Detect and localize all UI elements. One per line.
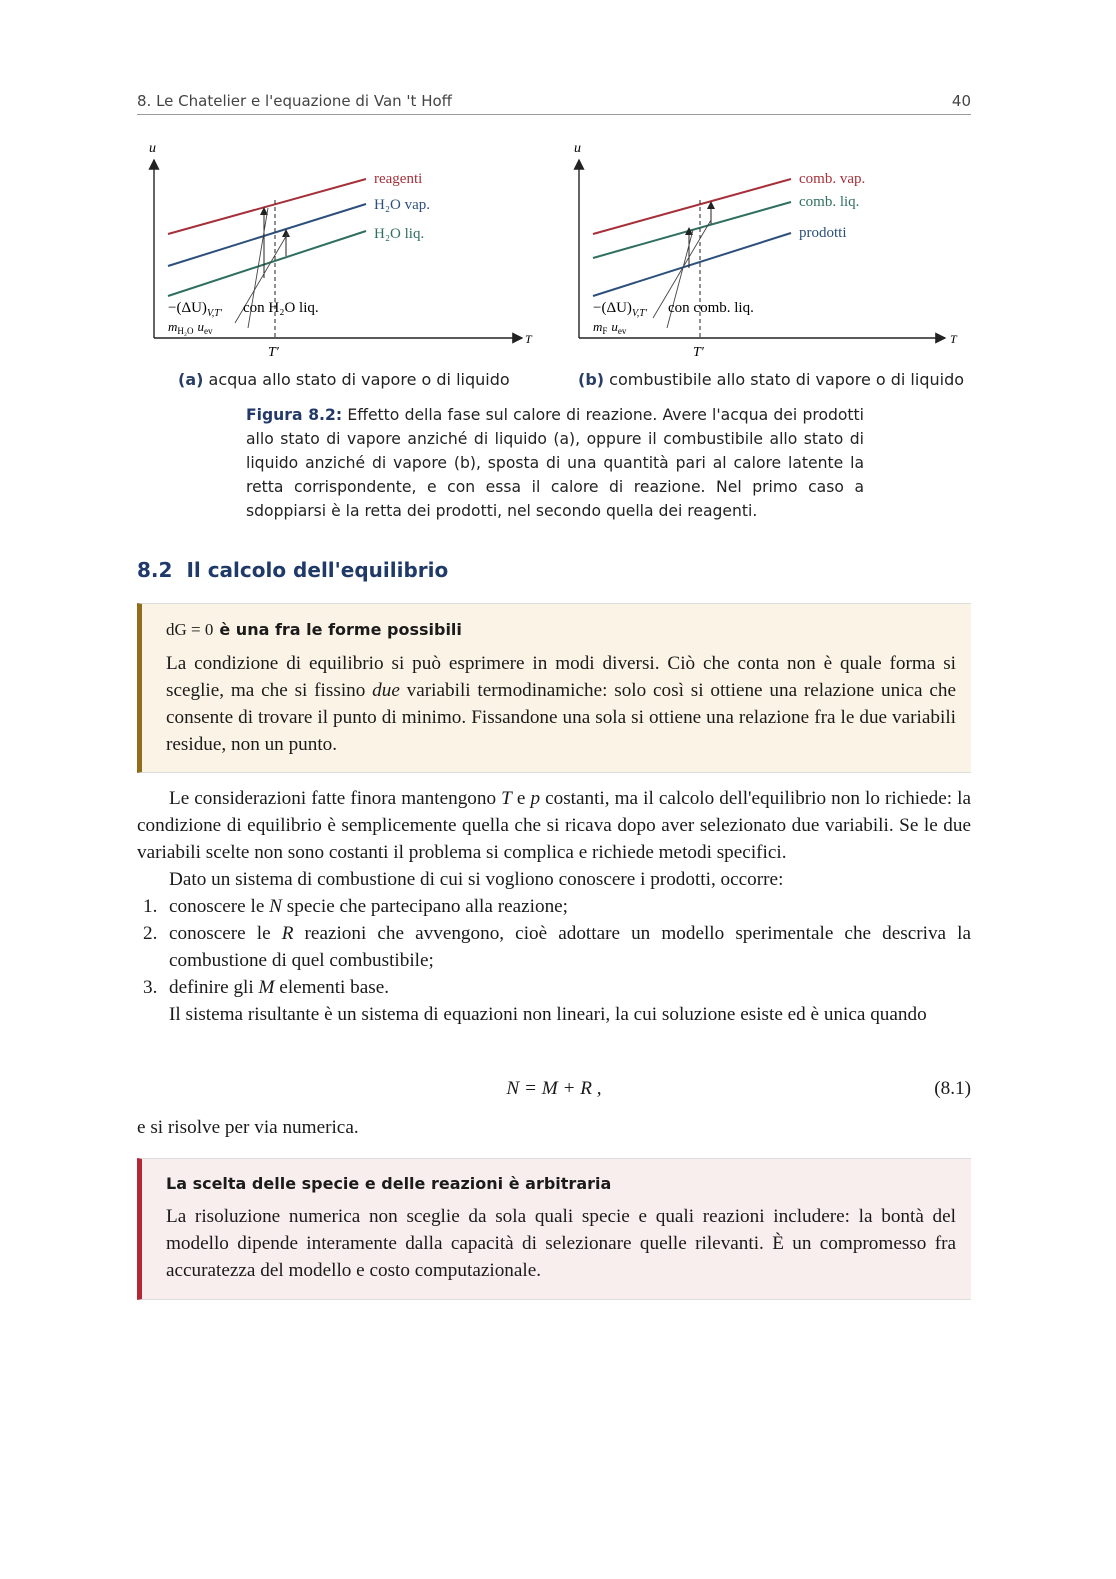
section-heading <box>137 558 448 582</box>
figure-caption <box>246 403 864 523</box>
figure-a-diagram <box>140 138 560 363</box>
tick-t-prime: T′ <box>268 345 279 360</box>
annot-con-h2o-liq: con H₂O liq. <box>243 300 319 316</box>
section-number: 8.2 <box>137 558 173 582</box>
figure-a <box>140 138 560 363</box>
list-item: 3. definire gli M elementi base. <box>143 977 390 998</box>
figure-caption-text: Effetto della fase sul calore di reazione. Avere l'acqua dei prodotti allo stato di vapore anziché di liquido (a), oppure il combustibile allo stato di liquido anziché di vapore (b), sposta di una quantità pari al calore latente la retta corrispondente, e con essa il calore di reazione. Nel primo caso a sdoppiarsi è la retta dei prodotti, nel secondo quella dei reagenti. <box>246 406 864 520</box>
annot-mass-uev: $m_F$ $u_{ev}$ <box>593 319 627 336</box>
annot-mass-uev: $m_{H_2O}$ $u_{ev}$ <box>168 319 213 336</box>
paragraph-after-equation: e si risolve per via numerica. <box>137 1117 359 1138</box>
line-comb-vap <box>593 179 791 234</box>
warning-box-text: La risoluzione numerica non sceglie da sola quali specie e quali reazioni includere: la bontà del modello dipende interamente dalla capacità di selezionare quelle rilevanti. È un compromesso fra accuratezza del modello e costo computazionale. <box>166 1206 956 1281</box>
y-axis-label: u <box>149 141 156 156</box>
list-item: 2. conoscere le R reazioni che avvengono, cioè adottare un modello sperimentale che descriva la combustione di quel combustibile; <box>143 923 971 971</box>
note-box-title: dG = 0 è una fra le forme possibili <box>166 620 462 639</box>
section-title: Il calcolo dell'equilibrio <box>186 558 449 582</box>
annot-delta-u: $-(\Delta U)_{V,T'}$ <box>593 300 648 319</box>
y-axis-label: u <box>574 141 581 156</box>
annot-con-comb-liq: con comb. liq. <box>668 300 754 316</box>
label-reagenti: reagenti <box>374 171 423 187</box>
label-h2o-vap: H₂O vap. <box>374 197 431 213</box>
paragraph-3: Il sistema risultante è un sistema di equazioni non lineari, la cui soluzione esiste ed è unica quando <box>169 1004 927 1025</box>
label-comb-vap: comb. vap. <box>799 171 866 187</box>
equation-8-1 <box>137 1078 971 1105</box>
warning-box <box>137 1158 971 1300</box>
note-box-text: La condizione di equilibrio si può esprimere in modi diversi. Ciò che conta non è quale forma si sceglie, ma che si fissino due variabili termodinamiche: solo così si ottiene una relazione unica che consente di trovare il punto di minimo. Fissandone una sola si ottiene una relazione fra le due variabili residue, non un punto. <box>166 653 956 755</box>
line-comb-liq <box>593 202 791 258</box>
requirements-list <box>137 893 971 1001</box>
list-item: 1. conoscere le N specie che partecipano alla reazione; <box>143 896 569 917</box>
tick-t-prime: T′ <box>693 345 704 360</box>
x-axis-label: T <box>525 332 532 346</box>
label-prodotti: prodotti <box>799 225 847 241</box>
line-h2o-liq <box>168 231 366 296</box>
running-header <box>137 92 971 115</box>
figure-caption-label: Figura 8.2: <box>246 406 343 424</box>
figure-b <box>565 138 985 363</box>
chapter-title: 8. Le Chatelier e l'equazione di Van 't Hoff <box>137 92 452 110</box>
figure-b-diagram <box>565 138 985 363</box>
equation-number: (8.1) <box>934 1078 971 1099</box>
annot-delta-u: $-(\Delta U)_{V,T'}$ <box>168 300 223 319</box>
warning-box-title: La scelta delle specie e delle reazioni è arbitraria <box>166 1174 612 1193</box>
subcaption-b: (b) combustibile allo stato di vapore o di liquido <box>578 370 965 389</box>
x-axis-label: T <box>950 332 957 346</box>
label-h2o-liq: H₂O liq. <box>374 226 425 242</box>
page-number: 40 <box>951 92 971 110</box>
line-reagenti <box>168 179 366 234</box>
label-comb-liq: comb. liq. <box>799 194 860 210</box>
body-text <box>137 785 971 1028</box>
subcaption-a: (a) acqua allo stato di vapore o di liquido <box>178 370 510 389</box>
paragraph-1: Le considerazioni fatte finora mantengono T e p costanti, ma il calcolo dell'equilibrio non lo richiede: la condizione di equilibrio è semplicemente quella che si ricava dopo aver selezionato due variabili. Se le due variabili scelte non sono costanti il problema si complica e richiede metodi specifici. <box>137 788 971 863</box>
paragraph-2: Dato un sistema di combustione di cui si vogliono conoscere i prodotti, occorre: <box>169 869 784 890</box>
line-prodotti <box>593 233 791 296</box>
equation-formula: N = M + R , <box>506 1078 602 1099</box>
note-box <box>137 603 971 773</box>
